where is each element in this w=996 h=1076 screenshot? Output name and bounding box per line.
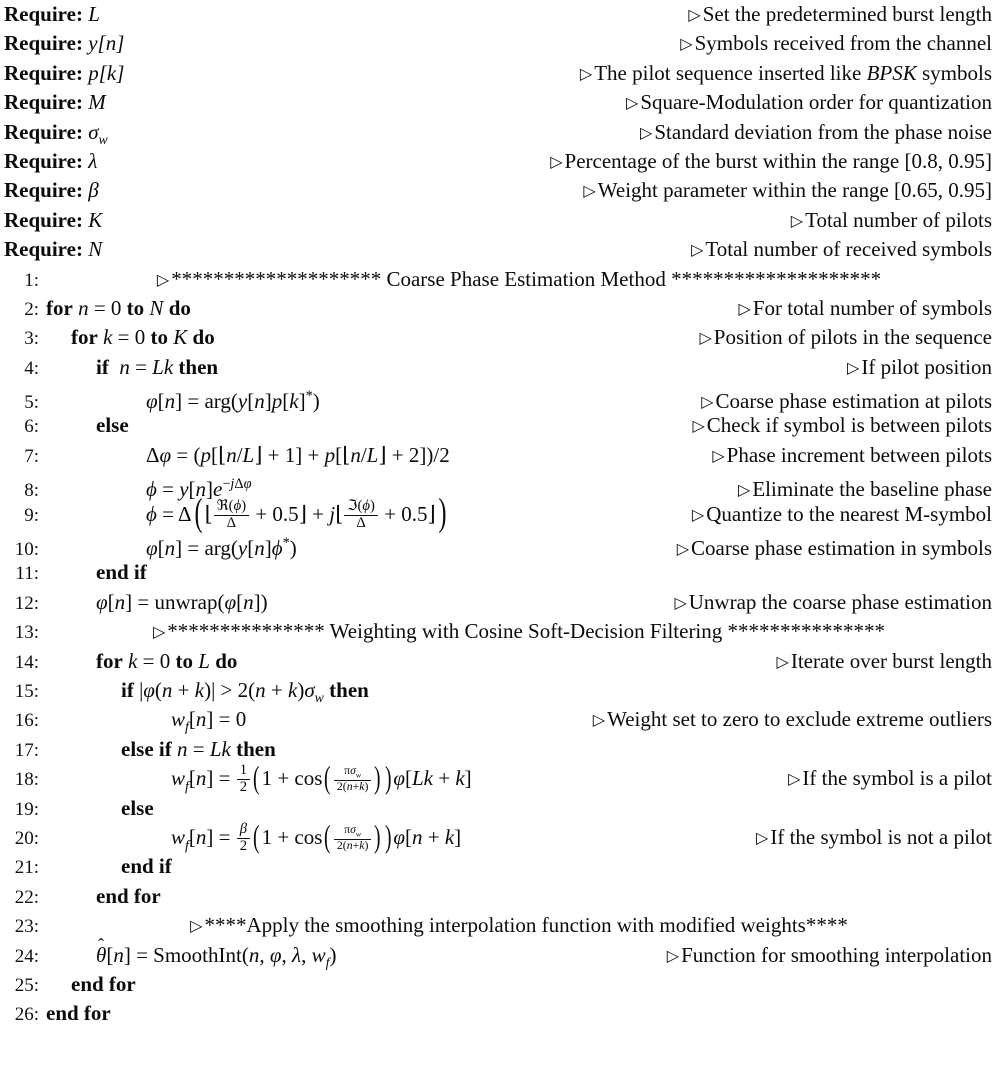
line-comment — [472, 764, 996, 795]
algorithm-line — [0, 588, 996, 617]
algorithm-line — [0, 705, 996, 734]
comment-triangle-icon: ▷ — [738, 482, 751, 500]
algorithm-line — [0, 490, 996, 534]
line-comment-text: Coarse phase estimation in symbols — [691, 536, 992, 561]
line-code — [46, 794, 154, 823]
line-comment-text: Phase increment between pilots — [726, 442, 992, 467]
require-declaration — [0, 206, 102, 235]
require-keyword: Require: — [4, 207, 83, 232]
line-number: 22: — [14, 886, 39, 908]
algorithm-line — [0, 794, 996, 823]
algorithm-line — [0, 911, 996, 940]
line-number: 6: — [24, 416, 39, 438]
require-symbol: β — [88, 178, 99, 203]
require-comment-text: Symbols received from the channel — [694, 31, 992, 56]
line-comment-text: For total number of symbols — [752, 295, 992, 320]
require-symbol: y[n] — [88, 31, 125, 56]
comment-triangle-icon: ▷ — [790, 212, 804, 230]
line-comment-text: Unwrap the coarse phase estimation — [688, 589, 992, 614]
require-symbol: $\sigma_w$ — [88, 119, 108, 147]
line-comment-text: If the symbol is not a pilot — [770, 825, 992, 850]
line-comment-text: Coarse phase estimation at pilots — [715, 389, 992, 414]
line-number: 8: — [24, 480, 39, 502]
require-row — [0, 206, 996, 235]
comment-triangle-icon: ▷ — [666, 947, 680, 965]
line-number: 7: — [24, 445, 39, 467]
line-number: 19: — [14, 798, 39, 820]
line-code: Δφ = (p[⌊n/L⌋ + 1] + p[⌊n/L⌋ + 2])/2 — [146, 442, 450, 467]
comment-triangle-icon: ▷ — [688, 7, 701, 24]
require-row — [0, 59, 996, 88]
require-comment — [100, 0, 996, 31]
line-code: else if n = Lk then — [121, 736, 276, 761]
require-row — [0, 176, 996, 205]
line-comment-text: If pilot position — [861, 354, 992, 379]
section-header-comment — [46, 265, 996, 296]
line-code — [46, 970, 136, 999]
line-number: 11: — [15, 563, 39, 585]
line-comment-text: Weight set to zero to exclude extreme outliers — [607, 707, 992, 732]
require-declaration — [0, 88, 106, 117]
line-number: 5: — [24, 392, 39, 414]
line-number: 20: — [14, 828, 39, 850]
line-comment-text: Function for smoothing interpolation — [681, 942, 992, 967]
line-number: 16: — [14, 710, 39, 732]
comment-triangle-icon: ▷ — [152, 624, 166, 642]
require-keyword: Require: — [4, 178, 83, 203]
comment-triangle-icon: ▷ — [701, 394, 714, 412]
algorithm-line — [0, 999, 996, 1028]
line-code: $\phi = y[n]e^{-j\Delta\varphi}$ — [146, 476, 252, 502]
algorithm-line — [0, 818, 996, 854]
line-code: φ[n] = unwrap(φ[n]) — [96, 589, 268, 614]
require-declaration — [0, 29, 124, 58]
comment-triangle-icon: ▷ — [691, 242, 704, 260]
line-number: 12: — [14, 592, 39, 614]
line-number: 1: — [24, 269, 39, 291]
comment-triangle-icon: ▷ — [626, 95, 639, 113]
line-number: 4: — [24, 357, 39, 379]
require-declaration — [0, 0, 100, 29]
comment-triangle-icon: ▷ — [156, 271, 170, 289]
require-declaration — [0, 59, 124, 88]
require-declaration — [0, 176, 99, 205]
line-number: 17: — [14, 739, 39, 761]
line-code — [46, 558, 147, 587]
algorithm-line — [0, 759, 996, 796]
require-row — [0, 0, 996, 29]
require-keyword: Require: — [4, 148, 83, 173]
section-title: Weighting with Cosine Soft-Decision Filtering — [329, 619, 723, 644]
require-comment-text: Square-Modulation order for quantization — [640, 90, 992, 115]
line-comment-text: If the symbol is a pilot — [802, 766, 992, 791]
line-code: for k = 0 to L do — [96, 648, 238, 673]
algorithm-line — [0, 441, 996, 470]
line-number: 10: — [14, 539, 39, 561]
require-keyword: Require: — [4, 31, 83, 56]
algorithm-line — [0, 382, 996, 414]
section-header-comment — [46, 911, 996, 942]
require-comment-text: Standard deviation from the phase noise — [654, 119, 992, 144]
require-comment-text: Percentage of the burst within the range [0.8, 0.95] — [564, 148, 992, 173]
line-number: 23: — [14, 916, 39, 938]
require-row — [0, 118, 996, 147]
line-keyword: end for — [71, 971, 136, 996]
line-code: if n = Lk then — [96, 354, 219, 379]
require-comment — [124, 59, 996, 90]
line-number: 14: — [14, 651, 39, 673]
line-number: 24: — [14, 945, 39, 967]
stars-left: ******************** — [171, 266, 382, 291]
require-comment — [102, 235, 996, 266]
algorithm-line — [0, 882, 996, 911]
algorithm-line — [0, 617, 996, 646]
line-keyword: end if — [121, 854, 172, 879]
line-comment — [191, 294, 996, 325]
require-symbol: N — [88, 237, 103, 262]
require-keyword: Require: — [4, 90, 83, 115]
line-comment-text: Iterate over burst length — [790, 648, 992, 673]
require-keyword: Require: — [4, 2, 83, 26]
line-code: if $|\varphi(n + k)| > 2(n + k)\sigma_w$ then — [121, 677, 369, 706]
line-comment-text: Position of pilots in the sequence — [713, 325, 992, 350]
line-code: for n = 0 to N do — [46, 295, 191, 320]
line-number: 21: — [14, 857, 39, 879]
require-symbol: p[k] — [88, 60, 125, 85]
require-keyword: Require: — [4, 119, 83, 144]
line-code: $w_f[n]$ = $\frac{1}{2}$ (1 + cos( $\frac{\pi\sigma_w}{2(n+k)}$ ) )φ[Lk + k] — [171, 759, 472, 796]
line-comment — [268, 588, 996, 619]
line-number: 13: — [14, 622, 39, 644]
line-comment — [129, 411, 996, 442]
comment-triangle-icon: ▷ — [788, 771, 801, 789]
line-number: 15: — [14, 680, 39, 702]
algorithm-line — [0, 411, 996, 440]
algorithm-line — [0, 470, 996, 502]
line-comment — [461, 823, 996, 854]
line-keyword: else — [121, 795, 154, 820]
line-keyword: end for — [46, 1001, 111, 1026]
stars-right: ******************** — [671, 266, 882, 291]
comment-triangle-icon: ▷ — [692, 418, 705, 436]
comment-triangle-icon: ▷ — [583, 183, 596, 201]
require-symbol: L — [88, 2, 100, 26]
require-row — [0, 29, 996, 58]
line-comment — [450, 441, 996, 472]
require-row — [0, 88, 996, 117]
comment-triangle-icon: ▷ — [550, 153, 563, 171]
line-code: for k = 0 to K do — [71, 325, 215, 350]
line-comment — [297, 534, 996, 565]
require-keyword: Require: — [4, 237, 83, 262]
comment-triangle-icon: ▷ — [699, 330, 712, 348]
line-code: $w_f[n] = 0$ — [171, 707, 247, 735]
comment-triangle-icon: ▷ — [640, 124, 653, 142]
line-keyword: end for — [96, 883, 161, 908]
comment-triangle-icon: ▷ — [680, 36, 693, 54]
comment-triangle-icon: ▷ — [847, 359, 860, 377]
comment-triangle-icon: ▷ — [776, 653, 789, 671]
line-comment — [246, 705, 996, 736]
stars-left: **** — [204, 913, 247, 938]
require-comment — [124, 29, 996, 60]
require-comment-text: Total number of pilots — [805, 207, 992, 232]
algorithm-line — [0, 294, 996, 323]
comment-triangle-icon: ▷ — [676, 541, 690, 559]
require-comment-text: Weight parameter within the range [0.65, 0.95] — [597, 178, 992, 203]
line-code — [46, 411, 129, 440]
require-declaration — [0, 235, 102, 264]
line-code — [46, 999, 111, 1028]
algorithm-line — [0, 735, 996, 764]
require-row — [0, 235, 996, 264]
require-comment — [97, 147, 996, 178]
line-number: 2: — [24, 298, 39, 320]
line-number: 25: — [14, 974, 39, 996]
require-symbol: M — [88, 90, 106, 115]
comment-triangle-icon: ▷ — [592, 712, 606, 730]
require-comment — [99, 176, 996, 207]
line-comment — [215, 323, 996, 354]
line-code: φ[n] = arg(y[n]p[k]*) — [146, 388, 320, 414]
comment-triangle-icon: ▷ — [674, 594, 687, 612]
line-comment — [218, 353, 996, 384]
require-comment-text: Set the predetermined burst length — [702, 2, 992, 26]
line-code: $w_f[n]$ = $\frac{\beta}{2}$ (1 + cos( $\frac{\pi\sigma_w}{2(n+k)}$ ) )φ[n + k] — [171, 818, 462, 854]
algorithm-line — [0, 647, 996, 676]
comment-triangle-icon: ▷ — [691, 506, 705, 524]
comment-triangle-icon: ▷ — [738, 300, 751, 318]
require-declaration — [0, 147, 97, 176]
stars-right: *************** — [727, 619, 886, 644]
algorithm-line — [0, 529, 996, 561]
require-row — [0, 147, 996, 176]
require-comment — [102, 206, 996, 237]
line-number: 18: — [14, 769, 39, 791]
require-comment — [106, 88, 996, 119]
line-keyword: end if — [96, 560, 147, 585]
require-keyword: Require: — [4, 60, 83, 85]
line-comment — [449, 500, 996, 531]
algorithm-line — [0, 265, 996, 294]
line-code — [46, 852, 172, 881]
line-comment-text: Check if symbol is between pilots — [706, 413, 992, 438]
stars-left: *************** — [167, 619, 325, 644]
line-comment-text: Quantize to the nearest M-symbol — [706, 501, 992, 526]
line-comment-text: Eliminate the baseline phase — [752, 477, 992, 502]
line-number: 9: — [24, 504, 39, 526]
comment-triangle-icon: ▷ — [579, 65, 593, 83]
section-title: Apply the smoothing interpolation function with modified weights — [246, 913, 806, 938]
line-code: ϕ = Δ( ⌊ $\frac{\text{ℜ(ϕ)}}{\Delta}$ + 0.5⌋ + j⌊ $\frac{\text{ℑ(ϕ)}}{\Delta}$ + 0.5⌋) — [146, 490, 447, 534]
section-title: Coarse Phase Estimation Method — [386, 266, 666, 291]
comment-triangle-icon: ▷ — [190, 918, 203, 936]
line-keyword: else — [96, 413, 129, 438]
comment-triangle-icon: ▷ — [756, 830, 769, 848]
stars-right: **** — [805, 913, 848, 938]
require-comment-text: Total number of received symbols — [705, 237, 992, 262]
line-comment — [237, 647, 996, 678]
line-number: 26: — [14, 1004, 39, 1026]
comment-triangle-icon: ▷ — [712, 447, 725, 465]
require-symbol: λ — [88, 148, 98, 173]
line-number: 3: — [24, 328, 39, 350]
algorithm-line — [0, 353, 996, 382]
line-comment — [336, 941, 996, 972]
require-comment-text: The pilot sequence inserted like BPSK symbols — [594, 60, 992, 85]
algorithm-line — [0, 323, 996, 352]
line-code: θ[n] = SmoothInt(n, φ, λ, $w_f$) — [96, 942, 337, 970]
algorithm-line — [0, 852, 996, 881]
section-header-comment — [46, 617, 996, 648]
algorithm-line — [0, 676, 996, 705]
algorithm-line — [0, 941, 996, 970]
require-comment — [108, 118, 996, 149]
line-code — [46, 882, 161, 911]
require-symbol: K — [88, 207, 103, 232]
line-code: φ[n] = arg(y[n]ϕ*) — [146, 535, 297, 561]
